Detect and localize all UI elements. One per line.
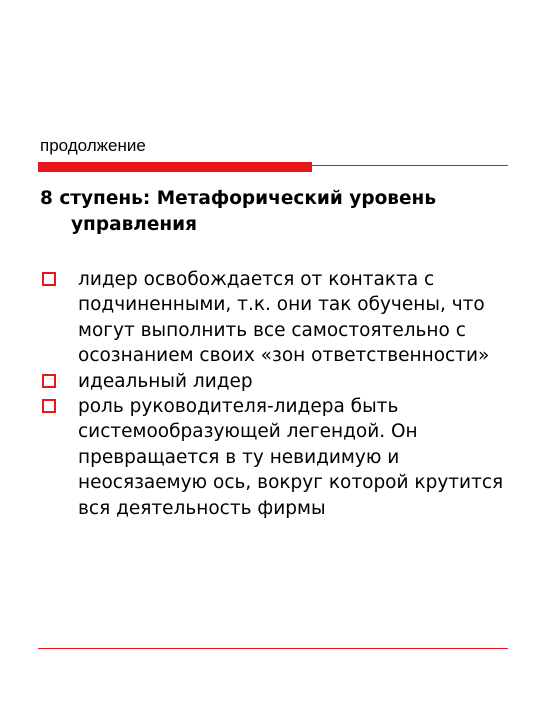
bullet-item — [40, 267, 510, 369]
top-divider-bar — [38, 162, 312, 172]
top-divider-line — [312, 165, 508, 166]
bullet-text: идеальный лидер — [78, 370, 253, 392]
bullet-item — [40, 394, 510, 521]
bullet-item — [40, 369, 510, 394]
hollow-square-icon — [42, 399, 56, 413]
bullet-text: роль руководителя-лидера быть системообразующей легендой. Он превращается в ту невидимую и неосязаемую ось, вокруг которой крутится вся деятельность фирмы — [78, 396, 504, 519]
slide-heading: 8 ступень: Метафорический уровень управления — [40, 188, 437, 235]
top-divider — [38, 162, 508, 172]
bullet-list — [40, 267, 510, 521]
hollow-square-icon — [42, 272, 56, 286]
bottom-divider — [38, 648, 508, 649]
slide-subtitle: продолжение — [40, 136, 146, 155]
hollow-square-icon — [42, 374, 56, 388]
bullet-text: лидер освобождается от контакта с подчиненными, т.к. они так обучены, что могут выполнить все самостоятельно с осознанием своих «зон ответственности» — [78, 269, 490, 367]
